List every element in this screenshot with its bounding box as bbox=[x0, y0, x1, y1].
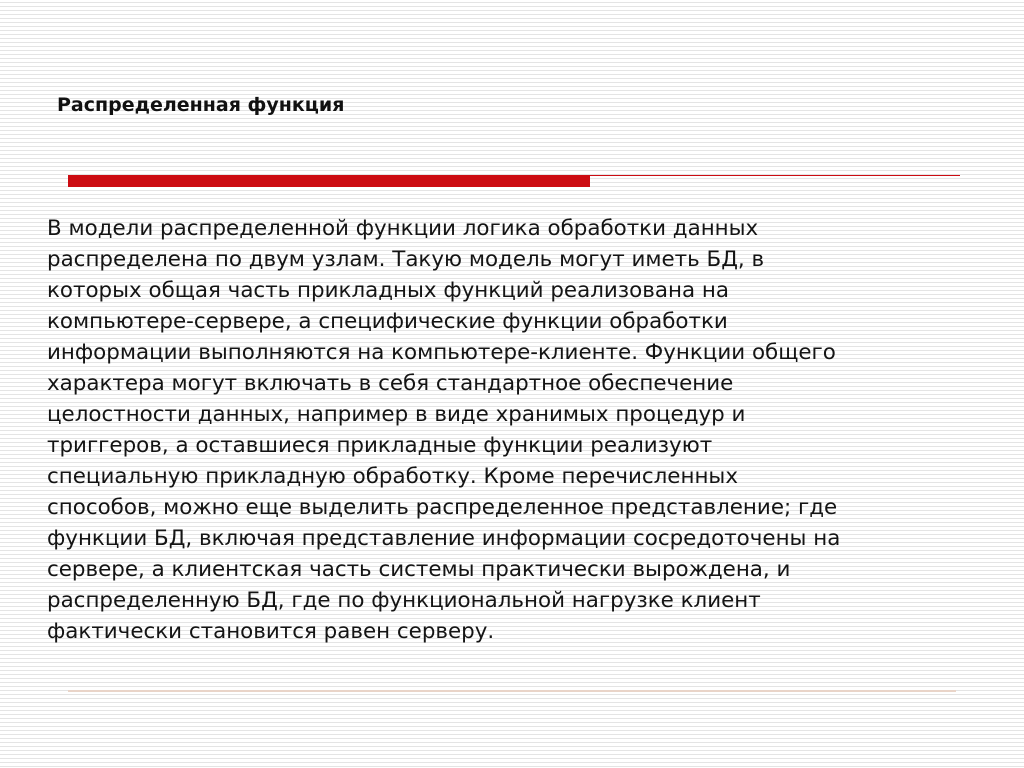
body-line: В модели распределенной функции логика обработки данных bbox=[47, 216, 759, 241]
slide-body-text bbox=[47, 213, 997, 647]
slide-title: Распределенная функция bbox=[57, 94, 345, 116]
body-line: целостности данных, например в виде хранимых процедур и bbox=[47, 402, 746, 427]
body-line: триггеров, а оставшиеся прикладные функции реализуют bbox=[47, 433, 713, 458]
title-accent-line bbox=[590, 175, 960, 176]
body-line: компьютере-сервере, а специфические функции обработки bbox=[47, 309, 728, 334]
body-line: характера могут включать в себя стандартное обеспечение bbox=[47, 371, 734, 396]
body-line: способов, можно еще выделить распределенное представление; где bbox=[47, 495, 838, 520]
body-line: распределенную БД, где по функциональной нагрузке клиент bbox=[47, 588, 761, 613]
body-line: функции БД, включая представление информации сосредоточены на bbox=[47, 526, 841, 551]
body-line: специальную прикладную обработку. Кроме перечисленных bbox=[47, 464, 738, 489]
body-line: фактически становится равен серверу. bbox=[47, 619, 495, 644]
footer-divider bbox=[68, 690, 956, 692]
body-line: которых общая часть прикладных функций реализована на bbox=[47, 278, 729, 303]
body-line: информации выполняются на компьютере-клиенте. Функции общего bbox=[47, 340, 836, 365]
body-line: распределена по двум узлам. Такую модель могут иметь БД, в bbox=[47, 247, 765, 272]
body-line: сервере, а клиентская часть системы практически вырождена, и bbox=[47, 557, 791, 582]
title-accent-bar bbox=[68, 175, 590, 187]
